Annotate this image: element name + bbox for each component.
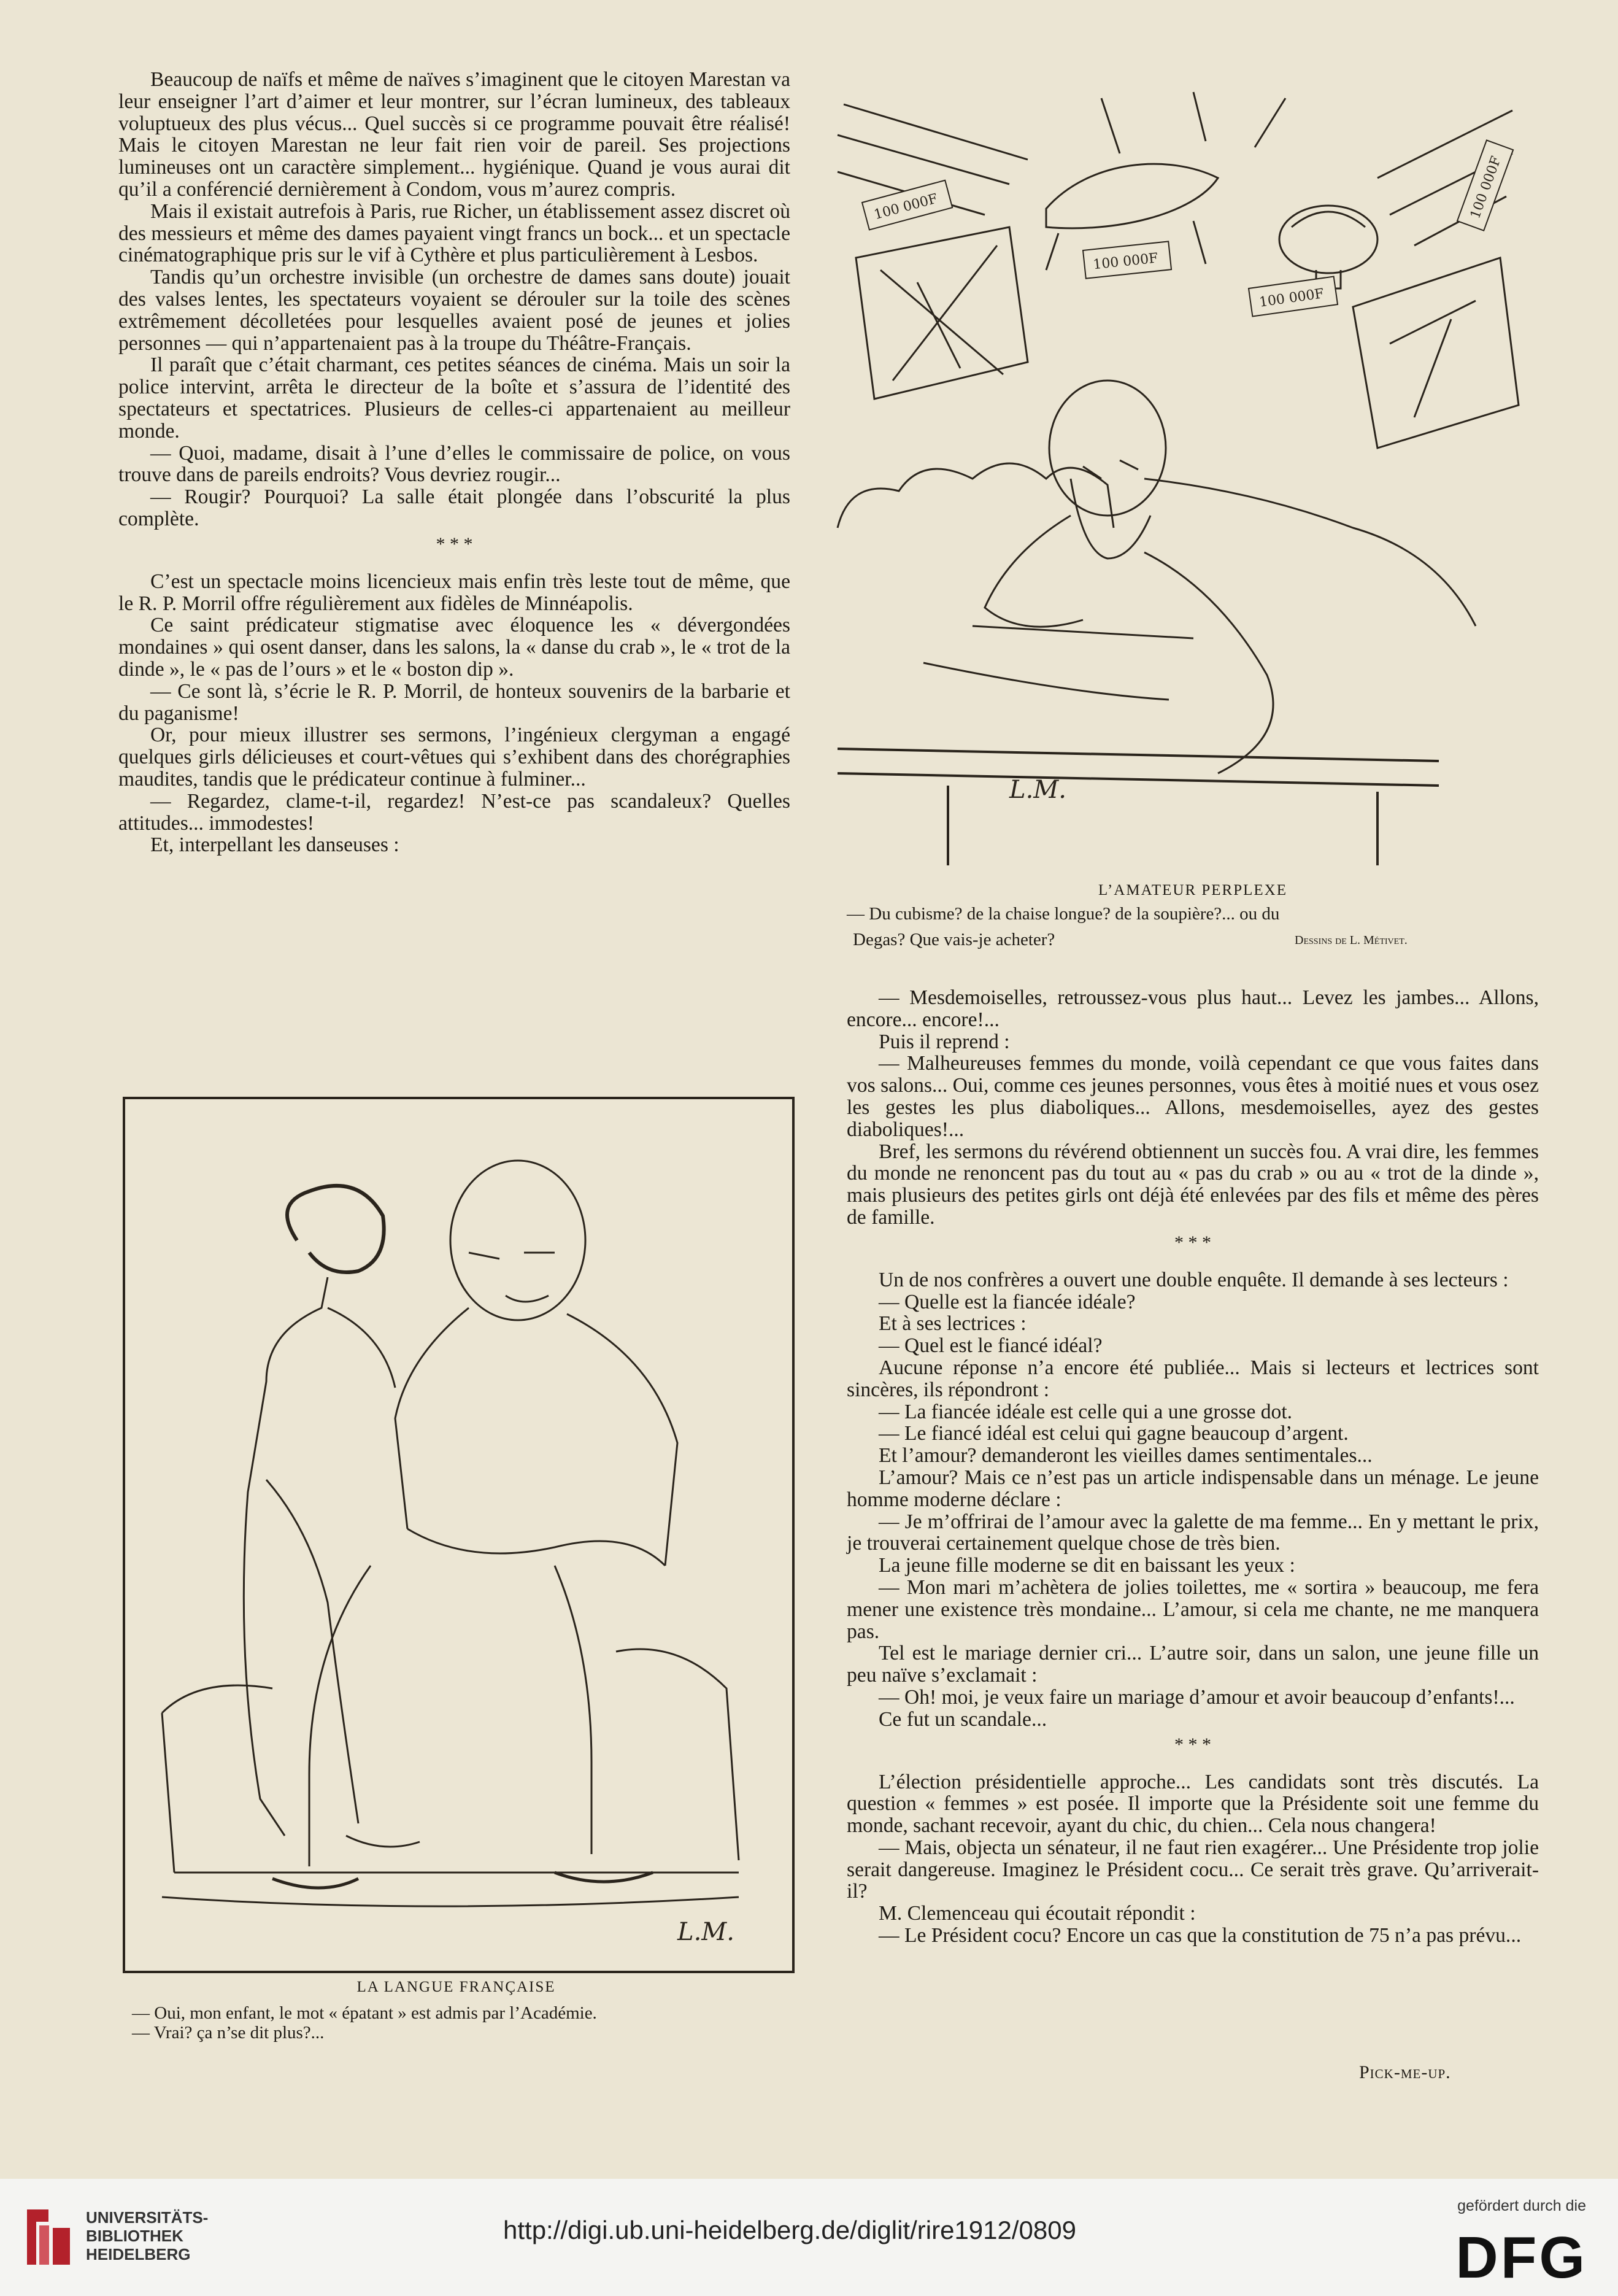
funding-note: gefördert durch die: [1457, 2197, 1586, 2214]
paragraph: Aucune réponse n’a encore été publiée... Mais si lecteurs et lectrices sont sincères, ils répondront :: [847, 1356, 1539, 1401]
section-separator: * * *: [1174, 1232, 1211, 1253]
paragraph: — Quel est le fiancé idéal?: [879, 1334, 1103, 1358]
library-logo-icon: [21, 2203, 76, 2271]
illustration-amateur-perplexe: [825, 86, 1525, 872]
caption-line: Degas? Que vais-je acheter?: [853, 930, 1055, 949]
right-text-column: [847, 987, 1539, 1947]
paragraph: — Ce sont là, s’écrie le R. P. Morril, de honteux souvenirs de la barbarie et du paganisme!: [118, 679, 790, 725]
paragraph: Ce fut un scandale...: [879, 1707, 1047, 1731]
drawing-man-and-girl: [125, 1099, 792, 1971]
paragraph: — Rougir? Pourquoi? La salle était plongée dans l’obscurité la plus complète.: [118, 485, 790, 530]
paragraph: — Quelle est la fiancée idéale?: [879, 1290, 1136, 1313]
price-tag: 100 000F: [1468, 154, 1504, 221]
paragraph: L’élection présidentielle approche... Les candidats sont très discutés. La question « femmes » est posée. Il importe que la Présidente soit une femme du monde, sachant recevoir, ayant du chic, du chien... Cela nous changera!: [847, 1770, 1539, 1838]
drawing-collector: [825, 86, 1525, 872]
library-name-line: HEIDELBERG: [86, 2245, 191, 2263]
dfg-logo: DFG: [1455, 2225, 1587, 2290]
caption-line: — Vrai? ça n’se dit plus?...: [132, 2023, 325, 2043]
section-separator: * * *: [436, 533, 473, 554]
article-signature: Pick-me-up.: [1359, 2062, 1451, 2082]
paragraph: Bref, les sermons du révérend obtiennent un succès fou. A vrai dire, les femmes du monde ne renoncent pas du tout au « pas du crab » ou au « trot de la dinde », mais plusieurs des petites girls ont déjà été enlevées par des fils et même des pères de famille.: [847, 1140, 1539, 1229]
caption-amateur-perplexe: [847, 881, 1539, 924]
paragraph: — La fiancée idéale est celle qui a une grosse dot.: [879, 1400, 1293, 1423]
illustration-credit: Dessins de L. Métivet.: [1295, 933, 1408, 947]
paragraph: La jeune fille moderne se dit en baissant les yeux :: [879, 1554, 1295, 1577]
library-name-line: UNIVERSITÄTS-: [86, 2208, 209, 2227]
caption-langue-francaise: [123, 1977, 790, 2001]
paragraph: Tel est le mariage dernier cri... L’autre soir, dans un salon, une jeune fille un peu naïve s’exclamait :: [847, 1642, 1539, 1687]
price-tag: 100 000F: [1258, 286, 1325, 311]
paragraph: — Mon mari m’achètera de jolies toilettes, me « sortira » beaucoup, me fera mener une existence très mondaine... L’amour, si cela me chante, ne me manquera pas.: [847, 1575, 1539, 1643]
artist-monogram: L.M.: [1009, 776, 1066, 804]
price-tag: 100 000F: [1092, 250, 1159, 273]
paragraph: Un de nos confrères a ouvert une double enquête. Il demande à ses lecteurs :: [879, 1268, 1509, 1291]
illustration-langue-francaise: [123, 1097, 795, 1973]
paragraph: Puis il reprend :: [879, 1030, 1010, 1053]
paragraph: — Je m’offrirai de l’amour avec la galette de ma femme... En y mettant le prix, je trouverai certainement quelque chose de très bien.: [847, 1510, 1539, 1555]
caption-dialogue: [132, 2003, 788, 2043]
paragraph: — Le Président cocu? Encore un cas que la constitution de 75 n’a pas prévu...: [879, 1924, 1522, 1947]
section-separator: * * *: [1174, 1734, 1211, 1755]
paragraph: — Oh! moi, je veux faire un mariage d’amour et avoir beaucoup d’enfants!...: [879, 1685, 1515, 1709]
paragraph: — Quoi, madame, disait à l’une d’elles le commissaire de police, on vous trouve dans de pareils endroits? Vous devriez rougir...: [118, 441, 790, 487]
caption-line: — Oui, mon enfant, le mot « épatant » est admis par l’Académie.: [132, 2003, 597, 2023]
paragraph: Or, pour mieux illustrer ses sermons, l’ingénieux clergyman a engagé quelques girls délicieuses et court-vêtues qui s’exhibent dans des chorégraphies maudites, tandis que le prédicateur continue à fulminer...: [118, 724, 790, 790]
illustration-title: LA LANGUE FRANÇAISE: [356, 1979, 556, 1995]
paragraph: Mais il existait autrefois à Paris, rue Richer, un établissement assez discret où des messieurs et même des dames payaient vingt francs un bock... et un spectacle cinématographique pris sur le vif à Cythère et plus particulièrement à Lesbos.: [118, 199, 790, 267]
paragraph: L’amour? Mais ce n’est pas un article indispensable dans un ménage. Le jeune homme moderne déclare :: [847, 1466, 1539, 1511]
permalink-url[interactable]: http://digi.ub.uni-heidelberg.de/diglit/rire1912/0809: [503, 2216, 1076, 2244]
paragraph: Il paraît que c’était charmant, ces petites séances de cinéma. Mais un soir la police intervint, arrêta le directeur de la boîte et s’assura de l’identité des spectateurs et spectatrices. Plusieurs de celles-ci appartenaient au meilleur monde.: [118, 354, 790, 443]
paragraph: Ce saint prédicateur stigmatise avec éloquence les « dévergondées mondaines » qui osent danser, dans les salons, la « danse du crab », le « trot de la dinde », le « pas de l’ours » et le « boston dip ».: [118, 614, 790, 681]
paragraph: — Regardez, clame-t-il, regardez! N’est-ce pas scandaleux? Quelles attitudes... immodestes!: [118, 789, 790, 835]
paragraph: — Mesdemoiselles, retroussez-vous plus haut... Levez les jambes... Allons, encore... encore!...: [847, 986, 1539, 1031]
paragraph: M. Clemenceau qui écoutait répondit :: [879, 1902, 1196, 1925]
paragraph: C’est un spectacle moins licencieux mais enfin très leste tout de même, que le R. P. Morril offre régulièrement aux fidèles de Minnéapolis.: [118, 570, 790, 615]
paragraph: Et l’amour? demanderont les vieilles dames sentimentales...: [879, 1444, 1373, 1467]
library-name-line: BIBLIOTHEK: [86, 2227, 183, 2245]
left-text-column: [118, 69, 790, 856]
artist-monogram: L.M.: [677, 1918, 734, 1946]
price-tag: 100 000F: [872, 191, 939, 223]
caption-line: — Du cubisme? de la chaise longue? de la soupière?... ou du: [847, 904, 1280, 924]
library-name: [86, 2208, 208, 2263]
paragraph: Et, interpellant les danseuses :: [150, 833, 399, 857]
paragraph: Beaucoup de naïfs et même de naïves s’imaginent que le citoyen Marestan va leur enseigner l’art d’aimer et leur montrer, sur l’écran lumineux, des tableaux voluptueux des plus vécus... Quel succès si ce programme pouvait être réalisé! Mais le citoyen Marestan ne leur fait rien voir de pareil. Ses projections lumineuses ont un caractère simplement... hygiénique. Quand je vous aurai dit qu’il a conférencié dernièrement à Condom, vous m’aurez compris.: [118, 68, 790, 201]
paragraph: — Mais, objecta un sénateur, il ne faut rien exagérer... Une Présidente trop jolie serait dangereuse. Imaginez le Président cocu... Ce serait très grave. Qu’arriverait-il?: [847, 1836, 1539, 1903]
paragraph: Et à ses lectrices :: [879, 1312, 1027, 1335]
paragraph: — Malheureuses femmes du monde, voilà cependant ce que vous faites dans vos salons... Oui, comme ces jeunes personnes, vous êtes à moitié nues et vous osez les gestes les plus diaboliques... Allons, mesdemoiselles, ayez des gestes diaboliques!...: [847, 1052, 1539, 1141]
paragraph: Tandis qu’un orchestre invisible (un orchestre de dames sans doute) jouait des valses lentes, les spectateurs voyaient se dérouler sur la toile des scènes extrêmement décolletées pour lesquelles avaient posé de jeunes et jolies personnes — qui n’appartenaient pas à la troupe du Théâtre-Français.: [118, 266, 790, 355]
paragraph: — Le fiancé idéal est celui qui gagne beaucoup d’argent.: [879, 1422, 1349, 1445]
illustration-title: L’AMATEUR PERPLEXE: [1098, 882, 1287, 899]
digitization-footer: [0, 2179, 1618, 2296]
